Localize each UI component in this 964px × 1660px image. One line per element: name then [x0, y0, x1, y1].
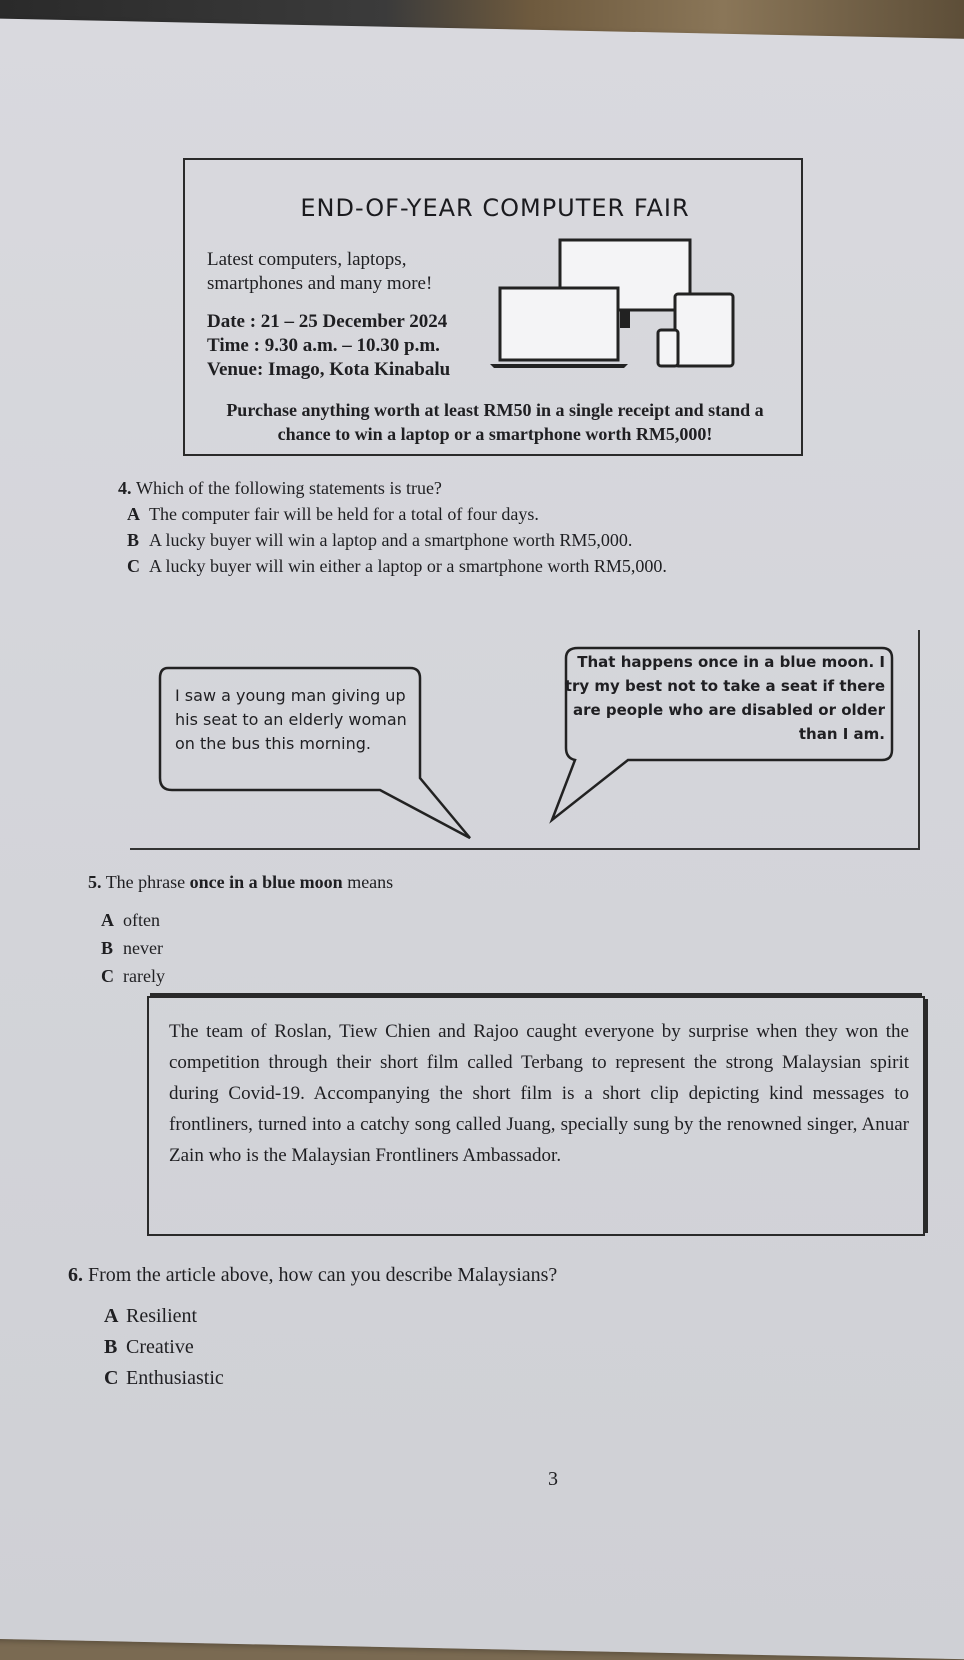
q6-option-b[interactable] — [104, 1336, 194, 1359]
option-text: A lucky buyer will win either a laptop or a smartphone worth RM5,000. — [149, 556, 667, 576]
option-text: Creative — [126, 1336, 194, 1358]
q6-option-a[interactable] — [104, 1305, 197, 1328]
question-6 — [68, 1264, 557, 1287]
question-phrase: once in a blue moon — [189, 872, 343, 892]
question-text: From the article above, how can you describe Malaysians? — [88, 1264, 558, 1286]
option-letter: B — [101, 938, 114, 958]
poster-offer-line2: chance to win a laptop or a smartphone worth RM5,000! — [277, 424, 713, 444]
question-text-after: means — [347, 872, 394, 892]
q6-option-c[interactable] — [104, 1367, 224, 1390]
question-number: 6. — [68, 1264, 83, 1286]
question-number: 5. — [88, 872, 102, 892]
option-letter: C — [104, 1367, 119, 1389]
option-text: often — [123, 910, 160, 930]
option-letter: B — [104, 1336, 118, 1358]
q5-option-b[interactable] — [101, 938, 163, 959]
speech-bubble-right-text: That happens once in a blue moon. I try my best not to take a seat if there are people who are disabled or older than I am. — [564, 653, 885, 743]
option-letter: A — [127, 504, 140, 524]
question-5 — [88, 872, 393, 893]
q5-option-c[interactable] — [101, 966, 165, 987]
question-number: 4. — [118, 478, 132, 498]
option-letter: C — [127, 556, 140, 576]
speech-bubble-left-text: I saw a young man giving up his seat to an elderly woman on the bus this morning. — [175, 686, 407, 753]
poster-offer-line1: Purchase anything worth at least RM50 in a single receipt and stand a — [226, 400, 764, 420]
option-letter: A — [104, 1305, 119, 1327]
option-text: rarely — [123, 966, 165, 986]
poster-time: Time : 9.30 a.m. – 10.30 p.m. — [207, 335, 440, 356]
article-text: The team of Roslan, Tiew Chien and Rajoo caught everyone by surprise when they won the competition through their short film called Terbang to represent the strong Malaysian spirit during Covid-19. Accompanying the short film is a short clip depicting kind messages to frontliners, turned into a catchy song called Juang, specially sung by the renowned singer, Anuar Zain who is the Malaysian Frontliners Ambassador. — [169, 1021, 909, 1166]
poster-tagline-line1: Latest computers, laptops, — [207, 249, 407, 270]
option-text: Enthusiastic — [126, 1367, 224, 1389]
poster-date: Date : 21 – 25 December 2024 — [207, 311, 448, 332]
q5-option-a[interactable] — [101, 910, 160, 931]
article-box — [147, 996, 925, 1236]
page-number: 3 — [548, 1468, 558, 1490]
option-letter: C — [101, 966, 114, 986]
poster-tagline-line2: smartphones and many more! — [207, 273, 433, 294]
poster-title: END-OF-YEAR COMPUTER FAIR — [300, 194, 690, 222]
option-letter: A — [101, 910, 114, 930]
option-text: Resilient — [126, 1305, 198, 1327]
option-text: never — [123, 938, 163, 958]
option-text: A lucky buyer will win a laptop and a smartphone worth RM5,000. — [149, 530, 633, 550]
option-text: The computer fair will be held for a total of four days. — [149, 504, 539, 524]
poster-venue: Venue: Imago, Kota Kinabalu — [207, 359, 451, 380]
question-text: Which of the following statements is true? — [136, 478, 442, 498]
question-text-before: The phrase — [105, 872, 186, 892]
option-letter: B — [127, 530, 140, 550]
